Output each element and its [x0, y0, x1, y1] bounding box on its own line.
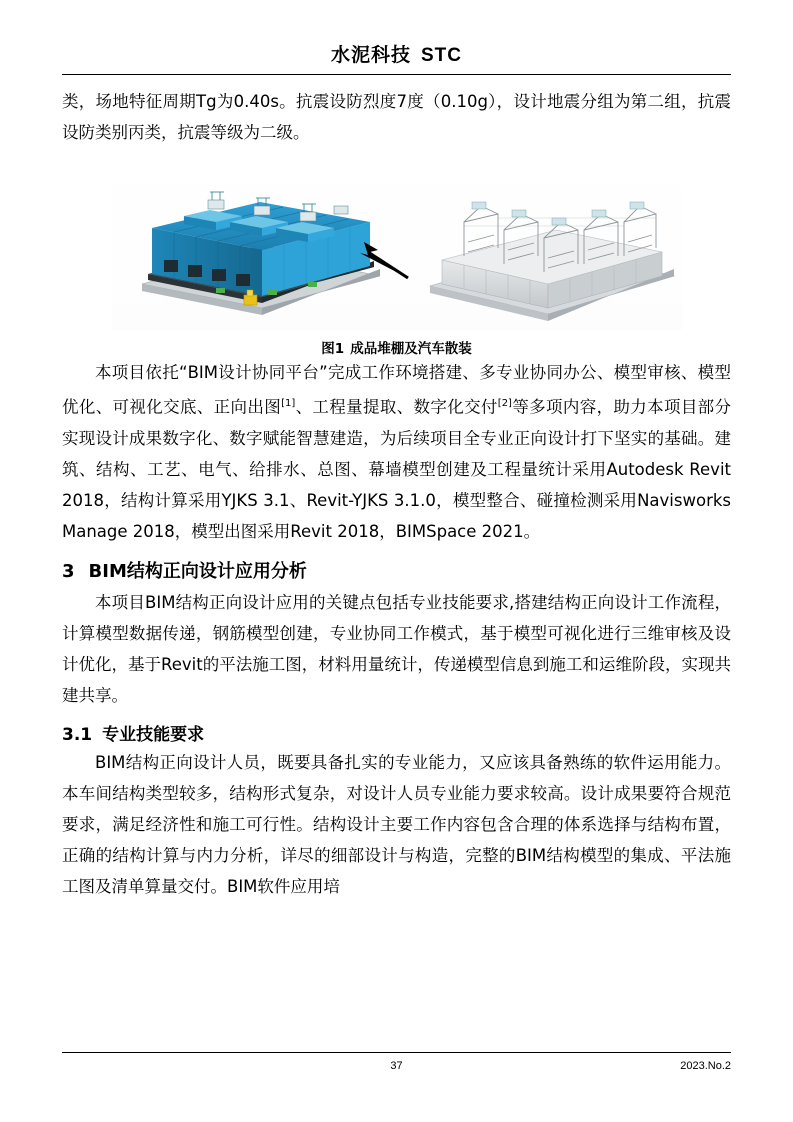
subsection-title: 专业技能要求 [102, 724, 205, 745]
figure-caption-number: 图1 [321, 341, 345, 357]
paragraph-2-part1: 本项目依托“BIM设计协同平台”完成工作环境搭建、多专业协同办公、模型审核、模型优化、可视化交底、正向出图 [62, 363, 731, 417]
subsection-number: 3.1 [62, 724, 93, 745]
header-rule [62, 74, 731, 75]
section-title: BIM结构正向设计应用分析 [88, 560, 307, 582]
bim-model-illustration [112, 156, 682, 331]
figure-caption [62, 337, 731, 357]
paragraph-2-part3: 等多项内容，助力本项目部分实现设计成果数字化、数字赋能智慧建造，为后续项目全专业正向设计打下坚实的基础。建筑、结构、工艺、电气、给排水、总图、幕墙模型创建及工程量统计采用Autodesk Revit 2018，结构计算采用YJKS 3.1、Revit-YJKS 3.1.0，模型整合、碰撞检测采用Navisworks Manage 2018，模型出图采用Revit 2018，BIMSpace 2021。 [62, 397, 732, 541]
paragraph-1: 类，场地特征周期Tg为0.40s。抗震设防烈度7度（0.10g），设计地震分组为第二组，抗震设防类别丙类，抗震等级为二级。 [62, 92, 731, 142]
paragraph-2-part2: 、工程量提取、数字化交付 [295, 397, 498, 417]
journal-title-cn: 水泥科技 [330, 44, 411, 66]
citation-ref-1: [1] [281, 398, 296, 409]
figure-image [112, 156, 682, 331]
figure-caption-text: 成品堆棚及汽车散装 [350, 341, 472, 357]
paragraph-4: BIM结构正向设计人员，既要具备扎实的专业能力，又应该具备熟练的软件运用能力。本车间结构类型较多，结构形式复杂，对设计人员专业能力要求较高。设计成果要符合规范要求，满足经济性和施工可行性。结构设计主要工作内容包含合理的体系选择与结构布置，正确的结构计算与内力分析，详尽的细部设计与构造，完整的BIM结构模型的集成、平法施工图及清单算量交付。BIM软件应用培 [62, 752, 731, 896]
section-heading-3 [62, 557, 731, 583]
citation-ref-2: [2] [497, 398, 512, 409]
paragraph-2 [62, 357, 731, 547]
figure-1 [62, 156, 731, 357]
page-header [62, 40, 731, 67]
page-number: 37 [390, 1060, 403, 1072]
paragraph-3: 本项目BIM结构正向设计应用的关键点包括专业技能要求,搭建结构正向设计工作流程，计算模型数据传递，钢筋模型创建，专业协同工作模式，基于模型可视化进行三维审核及设计优化，基于Revit的平法施工图，材料用量统计，传递模型信息到施工和运维阶段，实现共建共享。 [62, 592, 731, 705]
page-content [62, 86, 731, 902]
subsection-heading-3-1 [62, 720, 731, 745]
footer-rule [62, 1052, 731, 1053]
section-number: 3 [62, 560, 75, 582]
issue-label: 2023.No.2 [680, 1060, 731, 1072]
journal-title-en: STC [421, 45, 462, 66]
